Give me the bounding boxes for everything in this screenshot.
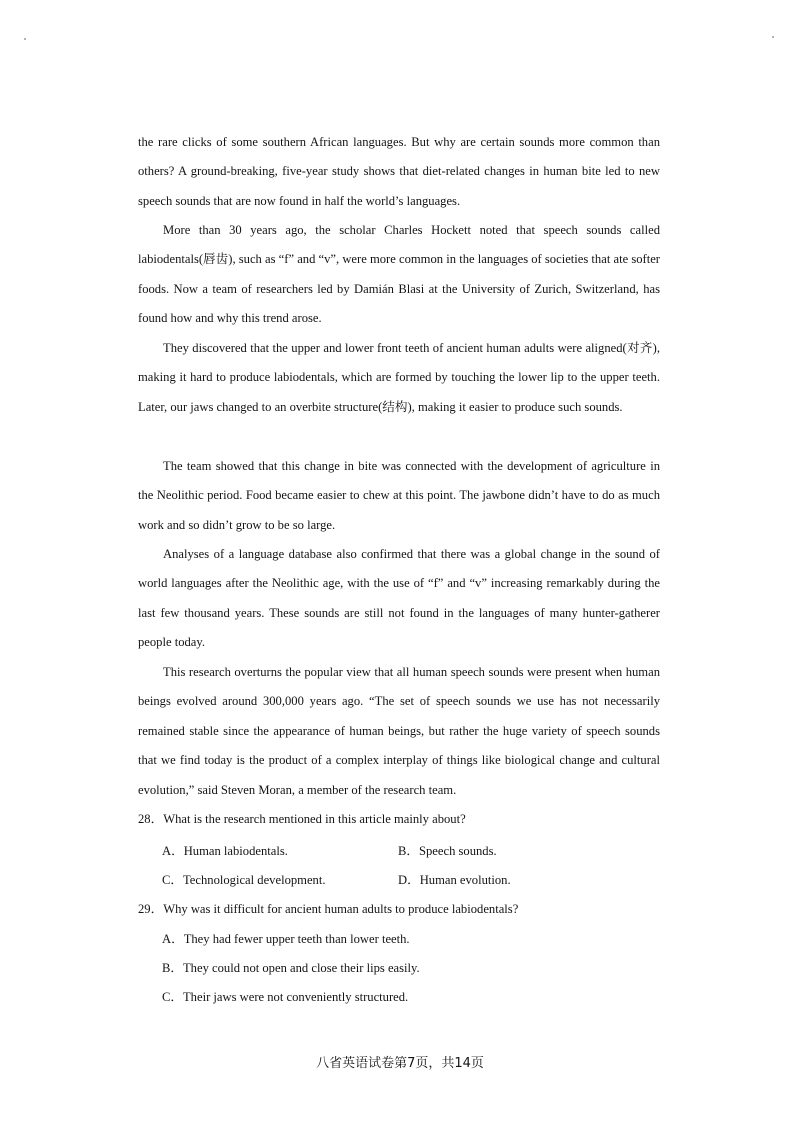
question-28-option-a: A．Human labiodentals. [162,844,288,858]
question-28-option-b: B．Speech sounds. [398,844,497,858]
page-footer: 八省英语试卷第7页，共14页 [316,1056,484,1071]
passage-paragraph-5: Analyses of a language database also confirmed that there was a global change in the sound of world languages after the Neolithic age, with the use of “f” and “v” increasing remarkably during the last few thousand years. These sounds are still not found in the languages of many hunter-gatherer people today. [138,547,660,650]
scan-speck [772,36,774,38]
passage-paragraph-3: They discovered that the upper and lower front teeth of ancient human adults were aligned(对齐), making it hard to produce labiodentals, which are formed by touching the lower lip to the upper teeth. Later, our jaws changed to an overbite structure(结构), making it easier to produce such sounds. [138,341,660,414]
scan-speck [24,38,26,40]
passage-paragraph-6: This research overturns the popular view that all human speech sounds were present when human beings evolved around 300,000 years ago. “The set of speech sounds we use has not necessarily remained stable since the appearance of human beings, but rather the huge variety of speech sounds that we find today is the product of a complex interplay of things like biological change and cultural evolution,” said Steven Moran, a member of the research team. [138,665,660,797]
question-28-stem: 28．What is the research mentioned in this article mainly about? [138,812,466,826]
question-29-stem: 29．Why was it difficult for ancient human adults to produce labiodentals? [138,902,519,916]
question-29-option-b: B．They could not open and close their lips easily. [162,961,420,975]
passage-paragraph-1: the rare clicks of some southern African languages. But why are certain sounds more common than others? A ground-breaking, five-year study shows that diet-related changes in human bite led to new speech sounds that are now found in half the world’s languages. [138,135,660,208]
passage-paragraph-2: More than 30 years ago, the scholar Charles Hockett noted that speech sounds called labiodentals(唇齿), such as “f” and “v”, were more common in the languages of societies that ate softer foods. Now a team of researchers led by Damián Blasi at the University of Zurich, Switzerland, has found how and why this trend arose. [138,223,660,326]
question-28-option-c: C．Technological development. [162,873,326,887]
question-29-option-a: A．They had fewer upper teeth than lower teeth. [162,932,410,946]
question-29-option-c: C．Their jaws were not conveniently structured. [162,990,409,1004]
question-28-option-d: D．Human evolution. [398,873,511,887]
passage-paragraph-4: The team showed that this change in bite was connected with the development of agriculture in the Neolithic period. Food became easier to chew at this point. The jawbone didn’t have to do as much work and so didn’t grow to be so large. [138,459,660,532]
